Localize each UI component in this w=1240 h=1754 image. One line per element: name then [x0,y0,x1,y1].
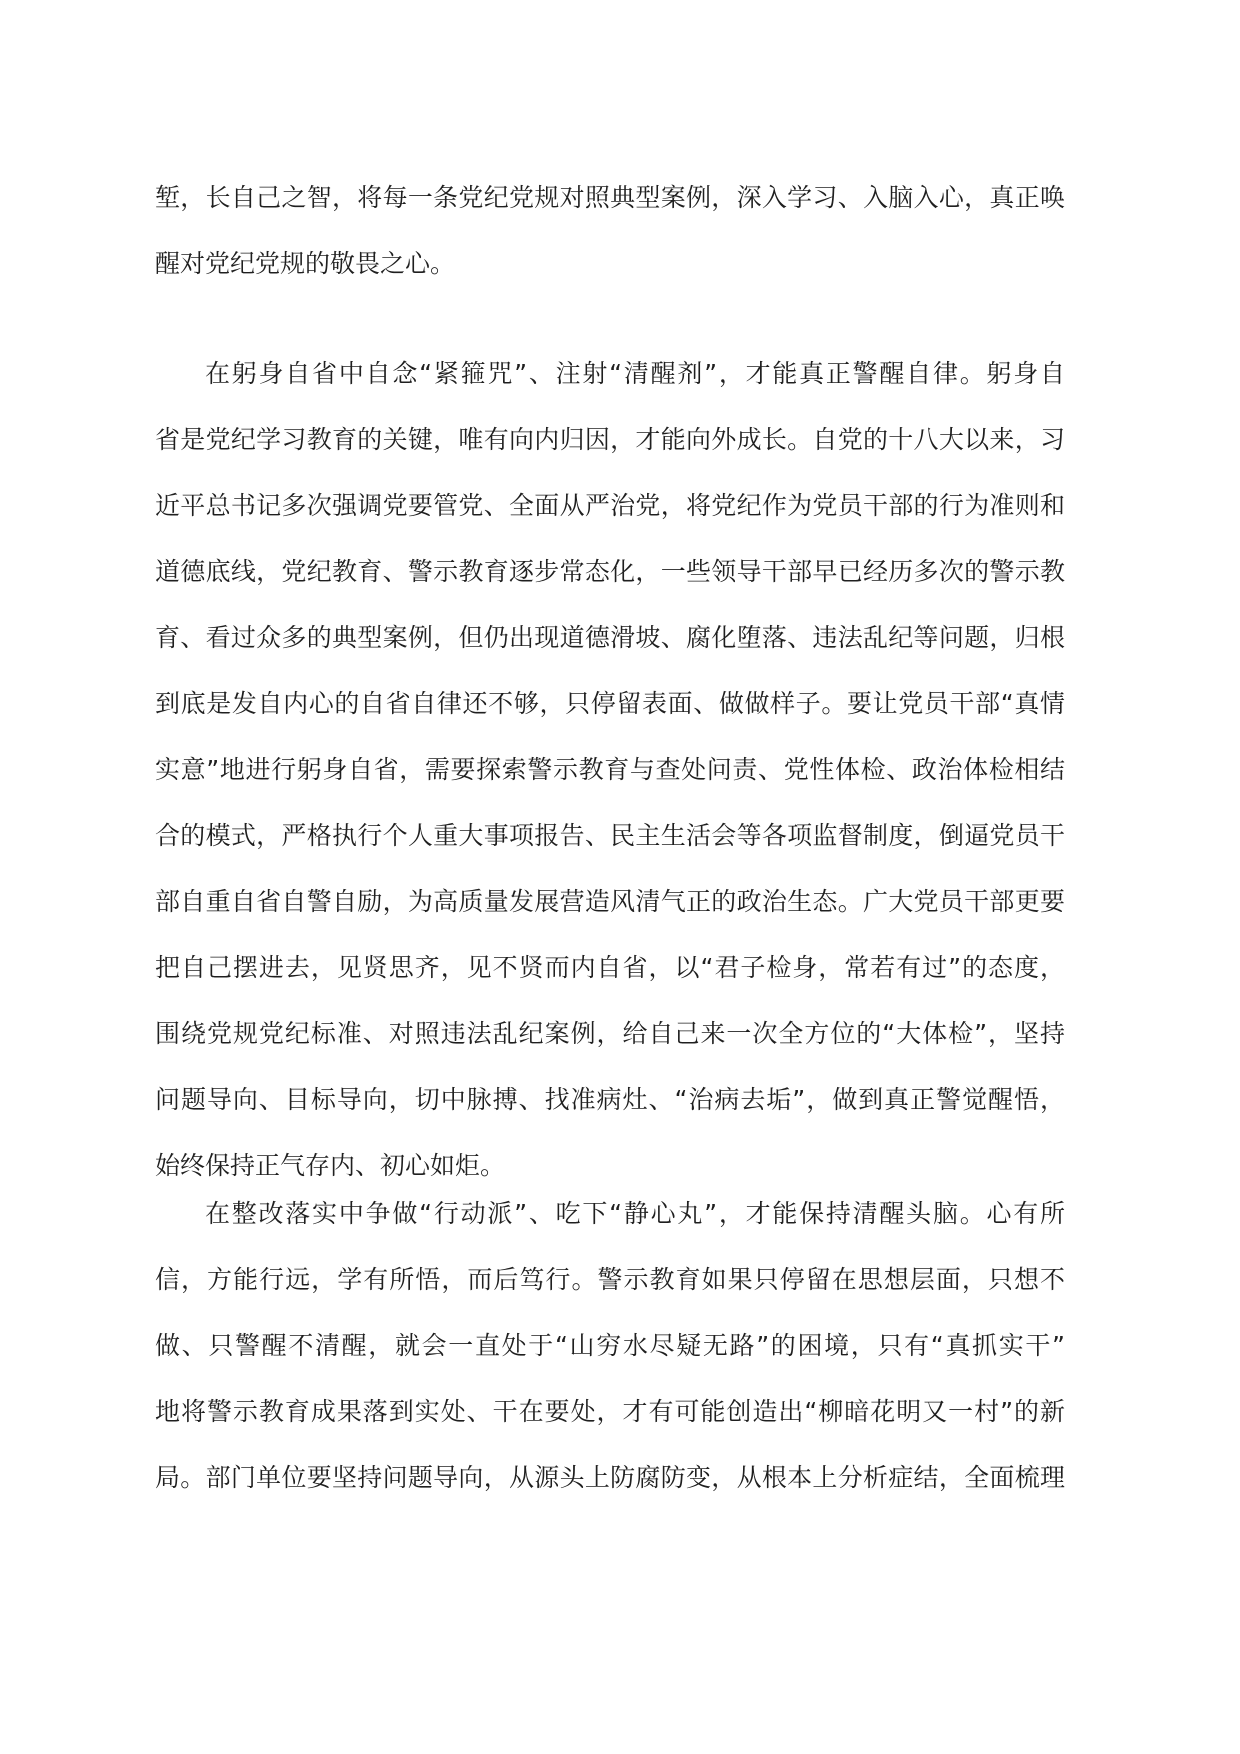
paragraph-2-line-6: 到底是发自内心的自省自律还不够，只停留表面、做做样子。要让党员干部“真情 [155,689,1065,718]
paragraph-2-line-13: 始终保持正气存内、初心如炬。 [155,1151,506,1180]
paragraph-2-line-3: 近平总书记多次强调党要管党、全面从严治党，将党纪作为党员干部的行为准则和 [155,491,1065,520]
paragraph-2-line-2: 省是党纪学习教育的关键，唯有向内归因，才能向外成长。自党的十八大以来，习 [155,425,1065,454]
paragraph-2-line-5: 育、看过众多的典型案例，但仍出现道德滑坡、腐化堕落、违法乱纪等问题，归根 [155,623,1065,652]
paragraph-2-line-1: 在躬身自省中自念“紧箍咒”、注射“清醒剂”，才能真正警醒自律。躬身自 [205,359,1065,388]
paragraph-2-line-10: 把自己摆进去，见贤思齐，见不贤而内自省，以“君子检身，常若有过”的态度， [155,953,1065,982]
paragraph-3-line-3: 做、只警醒不清醒，就会一直处于“山穷水尽疑无路”的困境，只有“真抓实干” [155,1331,1065,1360]
paragraph-3-line-4: 地将警示教育成果落到实处、干在要处，才有可能创造出“柳暗花明又一村”的新 [155,1397,1065,1426]
paragraph-1-line-1: 堑，长自己之智，将每一条党纪党规对照典型案例，深入学习、入脑入心，真正唤 [155,183,1065,212]
paragraph-2-line-11: 围绕党规党纪标准、对照违法乱纪案例，给自己来一次全方位的“大体检”，坚持 [155,1019,1065,1048]
paragraph-1 [155,165,1065,297]
paragraph-3-line-1: 在整改落实中争做“行动派”、吃下“静心丸”，才能保持清醒头脑。心有所 [205,1199,1065,1228]
paragraph-2-line-8: 合的模式，严格执行个人重大事项报告、民主生活会等各项监督制度，倒逼党员干 [155,821,1065,850]
paragraph-3 [155,1181,1065,1511]
paragraph-2-line-4: 道德底线，党纪教育、警示教育逐步常态化，一些领导干部早已经历多次的警示教 [155,557,1065,586]
paragraph-2-line-9: 部自重自省自警自励，为高质量发展营造风清气正的政治生态。广大党员干部更要 [155,887,1065,916]
paragraph-2-line-12: 问题导向、目标导向，切中脉搏、找准病灶、“治病去垢”，做到真正警觉醒悟， [155,1085,1065,1114]
paragraph-3-line-2: 信，方能行远，学有所悟，而后笃行。警示教育如果只停留在思想层面，只想不 [155,1265,1065,1294]
paragraph-2 [155,341,1065,1199]
paragraph-3-line-5: 局。部门单位要坚持问题导向，从源头上防腐防变，从根本上分析症结，全面梳理 [155,1463,1065,1492]
paragraph-2-line-7: 实意”地进行躬身自省，需要探索警示教育与查处问责、党性体检、政治体检相结 [155,755,1065,784]
paragraph-1-line-2: 醒对党纪党规的敬畏之心。 [155,249,456,278]
